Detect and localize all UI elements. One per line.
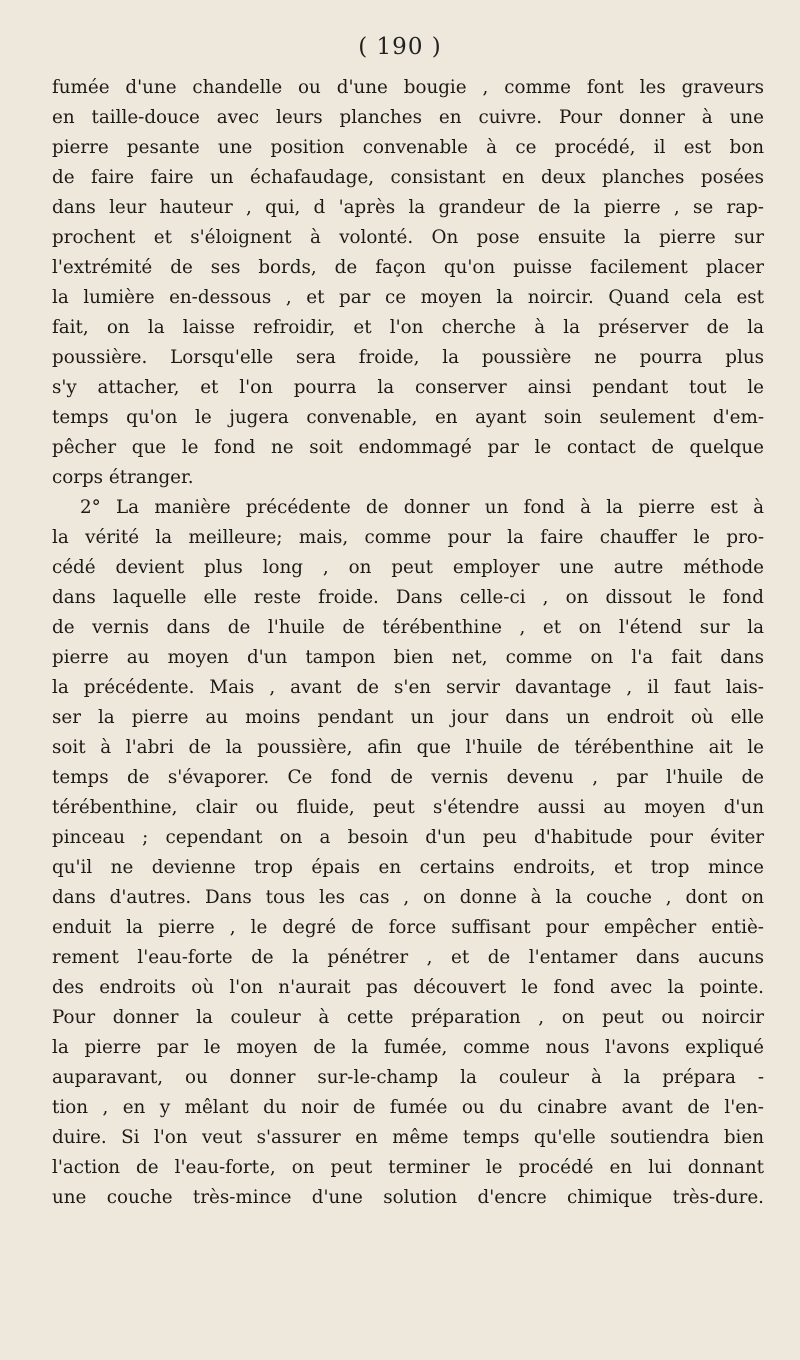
text-line: dans laquelle elle reste froide. Dans celle-ci , on dissout le fond xyxy=(52,587,764,608)
page-number: ( 190 ) xyxy=(358,34,442,60)
text-line: duire. Si l'on veut s'assurer en même temps qu'elle soutiendra bien xyxy=(52,1127,764,1148)
text-line: en taille-douce avec leurs planches en cuivre. Pour donner à une xyxy=(52,107,764,128)
text-line: soit à l'abri de la poussière, afin que l'huile de térébenthine ait le xyxy=(52,737,764,758)
text-line: l'extrémité de ses bords, de façon qu'on puisse facilement placer xyxy=(52,257,764,278)
text-line: temps qu'on le jugera convenable, en ayant soin seulement d'em- xyxy=(52,407,764,428)
text-line: auparavant, ou donner sur-le-champ la couleur à la prépara - xyxy=(52,1067,764,1088)
text-line: la vérité la meilleure; mais, comme pour la faire chauffer le pro- xyxy=(52,527,764,548)
text-line: une couche très-mince d'une solution d'encre chimique très-dure. xyxy=(52,1187,764,1208)
paragraph-end-line: corps étranger. xyxy=(52,467,194,488)
text-line: ser la pierre au moins pendant un jour dans un endroit où elle xyxy=(52,707,764,728)
text-line: la précédente. Mais , avant de s'en servir davantage , il faut lais- xyxy=(52,677,764,698)
text-line: tion , en y mêlant du noir de fumée ou du cinabre avant de l'en- xyxy=(52,1097,764,1118)
text-line: pinceau ; cependant on a besoin d'un peu d'habitude pour éviter xyxy=(52,827,764,848)
text-line: la lumière en-dessous , et par ce moyen la noircir. Quand cela est xyxy=(52,287,764,308)
text-line: Pour donner la couleur à cette préparation , on peut ou noircir xyxy=(52,1007,764,1028)
text-line: pierre pesante une position convenable à ce procédé, il est bon xyxy=(52,137,764,158)
text-line: l'action de l'eau-forte, on peut terminer le procédé en lui donnant xyxy=(52,1157,764,1178)
text-line: pêcher que le fond ne soit endommagé par le contact de quelque xyxy=(52,437,764,458)
text-line: la pierre par le moyen de la fumée, comme nous l'avons expliqué xyxy=(52,1037,764,1058)
text-line: cédé devient plus long , on peut employer une autre méthode xyxy=(52,557,764,578)
body-text xyxy=(52,73,764,1213)
text-line: qu'il ne devienne trop épais en certains endroits, et trop mince xyxy=(52,857,764,878)
text-line: pierre au moyen d'un tampon bien net, comme on l'a fait dans xyxy=(52,647,764,668)
text-line: fumée d'une chandelle ou d'une bougie , comme font les graveurs xyxy=(52,77,764,98)
text-line: dans d'autres. Dans tous les cas , on donne à la couche , dont on xyxy=(52,887,764,908)
text-line: prochent et s'éloignent à volonté. On pose ensuite la pierre sur xyxy=(52,227,764,248)
text-line: temps de s'évaporer. Ce fond de vernis devenu , par l'huile de xyxy=(52,767,764,788)
text-line: enduit la pierre , le degré de force suffisant pour empêcher entiè- xyxy=(52,917,764,938)
text-line: poussière. Lorsqu'elle sera froide, la poussière ne pourra plus xyxy=(52,347,764,368)
paragraph-start-line: 2° La manière précédente de donner un fond à la pierre est à xyxy=(80,497,764,518)
text-line: rement l'eau-forte de la pénétrer , et de l'entamer dans aucuns xyxy=(52,947,764,968)
text-line: térébenthine, clair ou fluide, peut s'étendre aussi au moyen d'un xyxy=(52,797,764,818)
text-line: dans leur hauteur , qui, d 'après la grandeur de la pierre , se rap- xyxy=(52,197,764,218)
text-line: des endroits où l'on n'aurait pas découvert le fond avec la pointe. xyxy=(52,977,764,998)
text-line: de faire faire un échafaudage, consistant en deux planches posées xyxy=(52,167,764,188)
text-line: fait, on la laisse refroidir, et l'on cherche à la préserver de la xyxy=(52,317,764,338)
text-line: de vernis dans de l'huile de térébenthine , et on l'étend sur la xyxy=(52,617,764,638)
text-line: s'y attacher, et l'on pourra la conserver ainsi pendant tout le xyxy=(52,377,764,398)
